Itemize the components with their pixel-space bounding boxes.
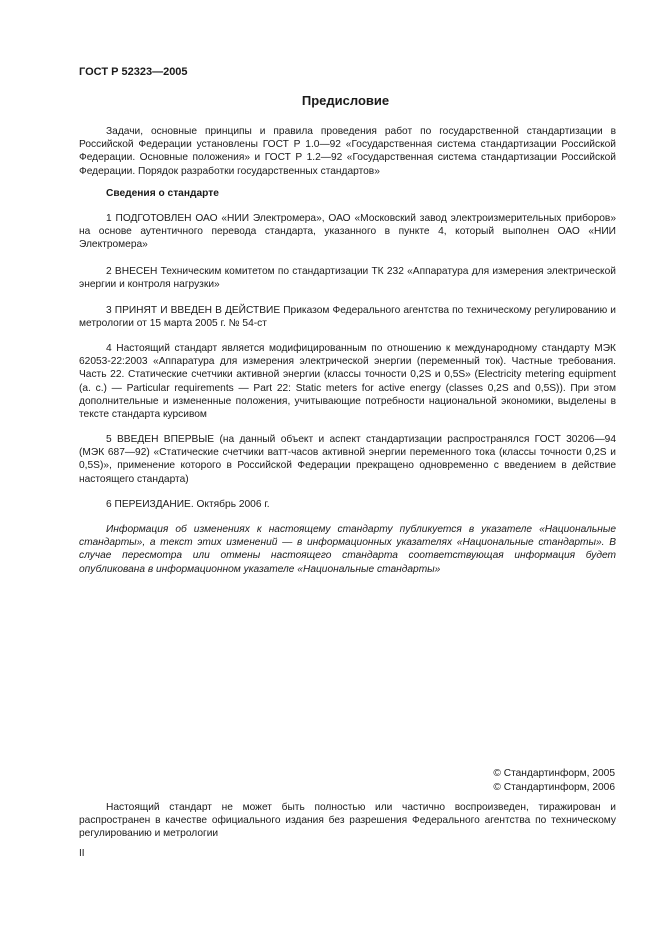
page-number: II <box>79 848 85 859</box>
document-code: ГОСТ Р 52323—2005 <box>79 66 188 78</box>
intro-paragraph: Задачи, основные принципы и правила проведения работ по государственной стандартизации в Российской Федерации установлены ГОСТ Р 1.0—92 «Государственная система стандартизации Российской Федерации. Основные положения» и ГОСТ Р 1.2—92 «Государственная система стандартизации Российской Федерации. Порядок разработки государственных стандартов» <box>79 126 616 177</box>
item-prepared: 1 ПОДГОТОВЛЕН ОАО «НИИ Электромера», ОАО «Московский завод электроизмерительных приборов» на основе аутентичного перевода стандарта, указанного в пункте 4, который выполнен ОАО «НИИ Электромера» <box>79 213 616 251</box>
standard-info-heading: Сведения о стандарте <box>106 188 219 199</box>
legal-notice: Настоящий стандарт не может быть полностью или частично воспроизведен, тиражирован и распространен в качестве официального издания без разрешения Федерального агентства по техническому регулированию и метрологии <box>79 802 616 840</box>
item-reissue: 6 ПЕРЕИЗДАНИЕ. Октябрь 2006 г. <box>106 499 270 510</box>
item-introduced: 2 ВНЕСЕН Техническим комитетом по стандартизации ТК 232 «Аппаратура для измерения электрической энергии и контроля нагрузки» <box>79 266 616 291</box>
changes-notice: Информация об изменениях к настоящему стандарту публикуется в указателе «Национальные стандарты», а текст этих изменений — в информационных указателях «Национальные стандарты». В случае пересмотра или отмены настоящего стандарта соответствующая информация будет опубликована в информационном указателе «Национальные стандарты» <box>79 524 616 575</box>
copyright-2006: © Стандартинформ, 2006 <box>493 782 615 793</box>
copyright-2005: © Стандартинформ, 2005 <box>493 768 615 779</box>
item-first-introduced: 5 ВВЕДЕН ВПЕРВЫЕ (на данный объект и аспект стандартизации распространялся ГОСТ 30206—94 (МЭК 687—92) «Статические счетчики ватт-часов активной энергии переменного тока (классы точности 0,2S и 0,5S)», применение которого в Российской Федерации прекращено одновременно с введением в действие настоящего стандарта) <box>79 434 616 485</box>
item-adopted: 3 ПРИНЯТ И ВВЕДЕН В ДЕЙСТВИЕ Приказом Федерального агентства по техническому регулированию и метрологии от 15 марта 2005 г. № 54-ст <box>79 305 616 330</box>
item-modified: 4 Настоящий стандарт является модифицированным по отношению к международному стандарту МЭК 62053-22:2003 «Аппаратура для измерения электрической энергии (переменный ток). Частные требования. Часть 22. Статические счетчики активной энергии (классы точности 0,2S и 0,5S» (Electricity metering equipment (a. c.) — Particular requirements — Part 22: Static meters for active energy (classes 0,2S and 0,5S)). При этом дополнительные и измененные положения, учитывающие потребности национальной экономики, выделены в тексте стандарта курсивом <box>79 343 616 421</box>
page-title: Предисловие <box>301 93 390 108</box>
